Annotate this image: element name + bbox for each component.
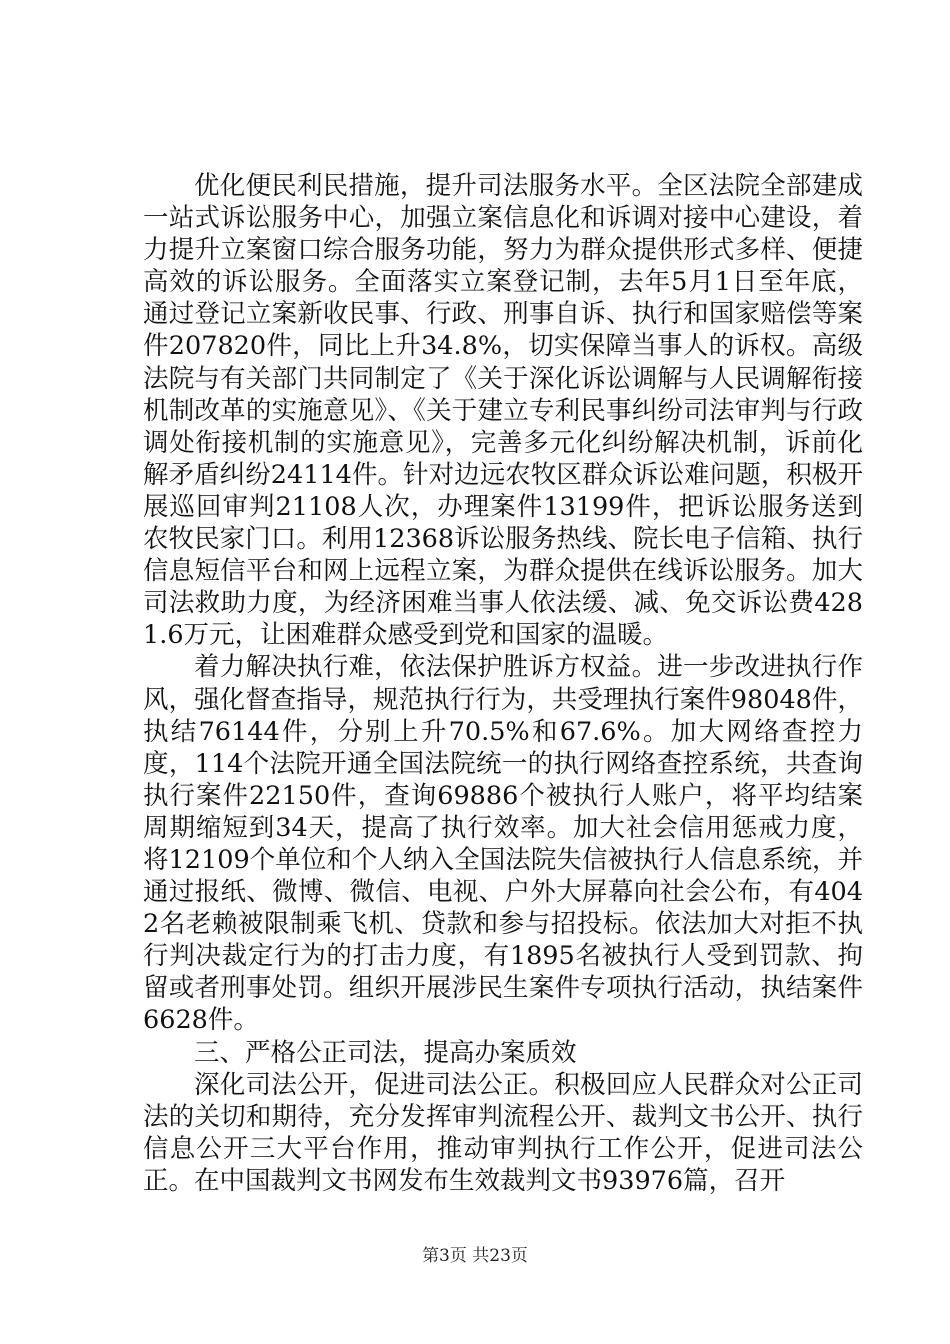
paragraph-judicial-openness: 深化司法公开，促进司法公正。积极回应人民群众对公正司法的关切和期待，充分发挥审判流程公开、裁判文书公开、执行信息公开三大平台作用，推动审判执行工作公开，促进司法公正。在中国裁判文书网发布生效裁判文书93976篇，召开 [143, 1069, 863, 1196]
paragraph-enforcement: 着力解决执行难，依法保护胜诉方权益。进一步改进执行作风，强化督查指导，规范执行行为，共受理执行案件98048件，执结76144件，分别上升70.5%和67.6%。加大网络查控力度，114个法院开通全国法院统一的执行网络查控系统，共查询执行案件22150件，查询69886个被执行人账户，将平均结案周期缩短到34天，提高了执行效率。加大社会信用惩戒力度，将12109个单位和个人纳入全国法院失信被执行人信息系统，并通过报纸、微博、微信、电视、户外大屏幕向社会公布，有4042名老赖被限制乘飞机、贷款和参与招投标。依法加大对拒不执行判决裁定行为的打击力度，有1895名被执行人受到罚款、拘留或者刑事处罚。组织开展涉民生案件专项执行活动，执结案件6628件。 [143, 652, 863, 1036]
section-heading: 三、严格公正司法，提高办案质效 [194, 1037, 577, 1068]
paragraph-convenience-services: 优化便民利民措施，提升司法服务水平。全区法院全部建成一站式诉讼服务中心，加强立案信息化和诉调对接中心建设，着力提升立案窗口综合服务功能，努力为群众提供形式多样、便捷高效的诉讼服务。全面落实立案登记制，去年5月1日至年底，通过登记立案新收民事、行政、刑事自诉、执行和国家赔偿等案件207820件，同比上升34.8%，切实保障当事人的诉权。高级法院与有关部门共同制定了《关于深化诉讼调解与人民调解衔接机制改革的实施意见》、《关于建立专利民事纠纷司法审判与行政调处衔接机制的实施意见》，完善多元化纠纷解决机制，诉前化解矛盾纠纷24114件。针对边远农牧区群众诉讼难问题，积极开展巡回审判21108人次，办理案件13199件，把诉讼服务送到农牧民家门口。利用12368诉讼服务热线、院长电子信箱、执行信息短信平台和网上远程立案，为群众提供在线诉讼服务。加大司法救助力度，为经济困难当事人依法缓、减、免交诉讼费4281.6万元，让困难群众感受到党和国家的温暖。 [143, 171, 863, 651]
document-body [143, 170, 863, 1197]
page-footer: 第3页 共23页 [422, 1246, 528, 1266]
